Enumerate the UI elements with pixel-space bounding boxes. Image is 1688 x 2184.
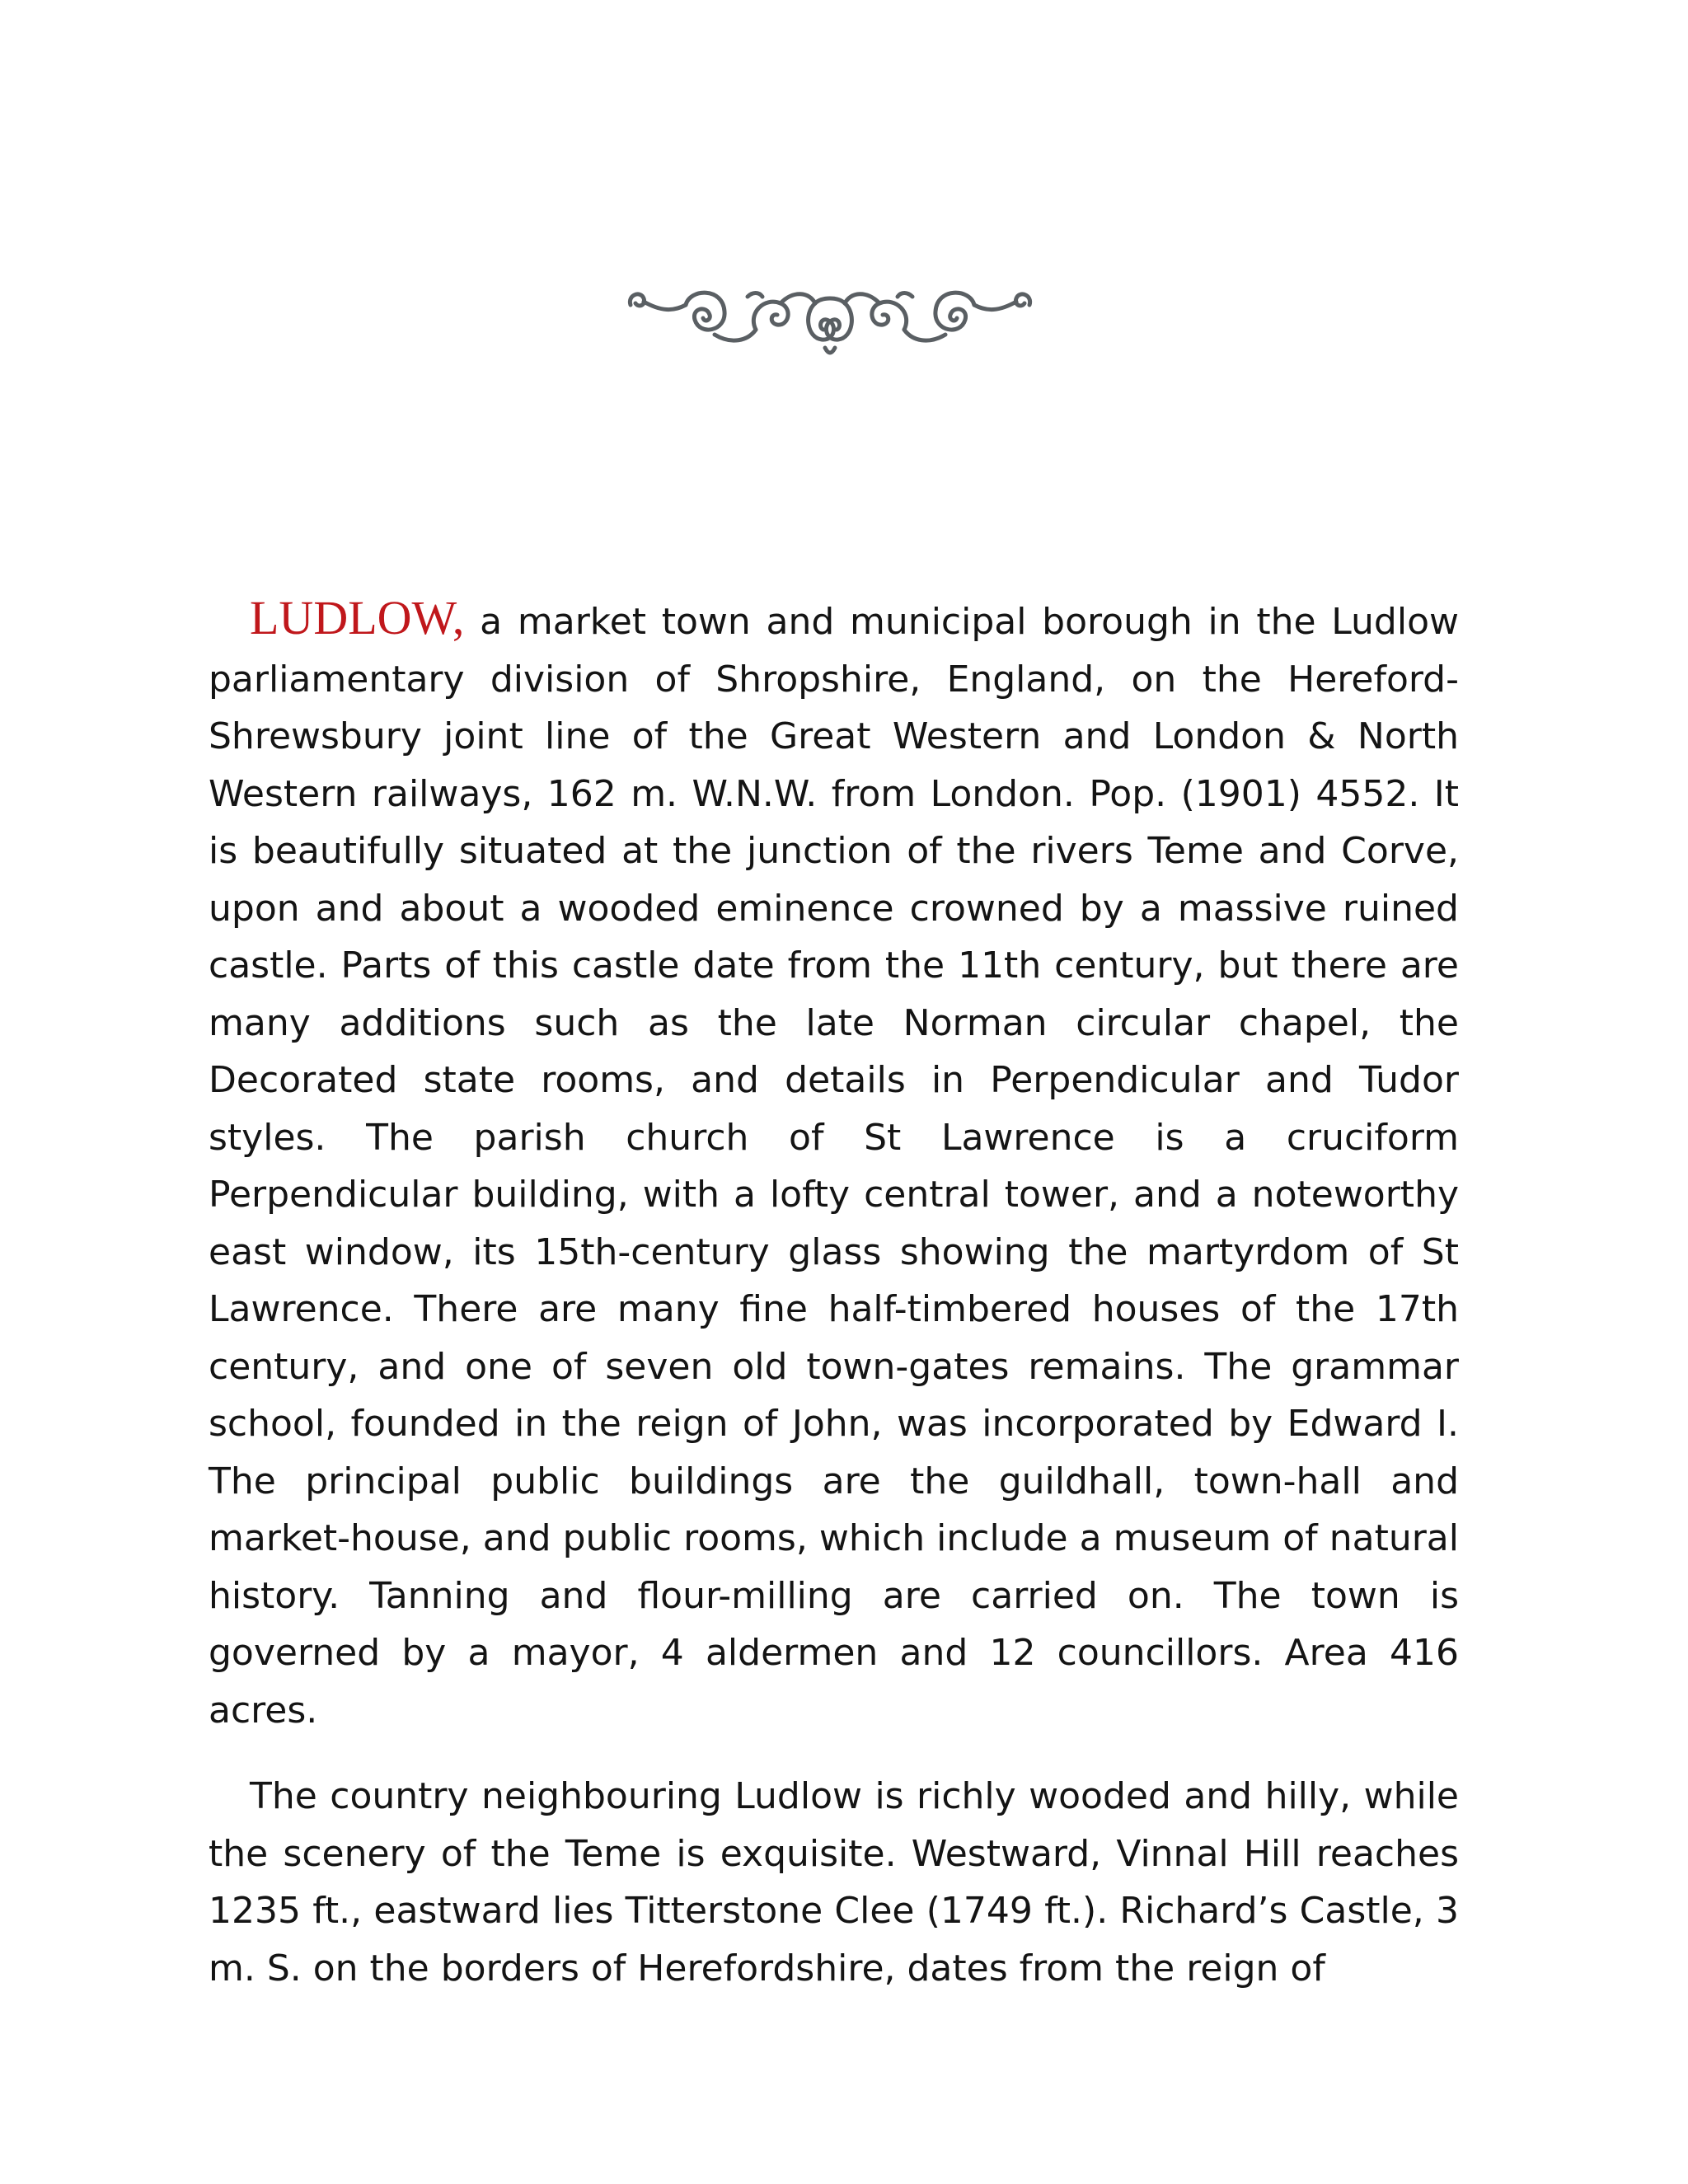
paragraph-1-text: a market town and municipal borough in the Ludlow parliamentary division of Shropshire, England, on the Hereford-Shrewsbury joint line of the Great Western and London & North Western railways, 162 m. W.N.W. from London. Pop. (1901) 4552. It is beautifully situated at the junction of the rivers Teme and Corve, upon and about a wooded eminence crowned by a massive ruined castle. Parts of this castle date from the 11th century, but there are many additions such as the late Norman circular chapel, the Decorated state rooms, and details in Perpendicular and Tudor styles. The parish church of St Lawrence is a cruciform Perpendicular building, with a lofty central tower, and a noteworthy east window, its 15th-century glass showing the martyrdom of St Lawrence. There are many fine half-timbered houses of the 17th century, and one of seven old town-gates remains. The grammar school, founded in the reign of John, was incorporated by Edward I. The principal public buildings are the guildhall, town-hall and market-house, and public rooms, which include a museum of natural history. Tanning and flour-milling are carried on. The town is governed by a mayor, 4 aldermen and 12 councillors. Area 416 acres. — [209, 601, 1459, 1732]
article-body — [209, 589, 1459, 1997]
paragraph-1 — [209, 589, 1459, 1739]
lead-word: LUDLOW, — [250, 591, 465, 644]
scroll-ornament-icon — [624, 272, 1036, 363]
paragraph-2: The country neighbouring Ludlow is richly wooded and hilly, while the scenery of the Teme is exquisite. Westward, Vinnal Hill reaches 1235 ft., eastward lies Titterstone Clee (1749 ft.). Richard’s Castle, 3 m. S. on the borders of Herefordshire, dates from the reign of — [209, 1775, 1459, 1990]
